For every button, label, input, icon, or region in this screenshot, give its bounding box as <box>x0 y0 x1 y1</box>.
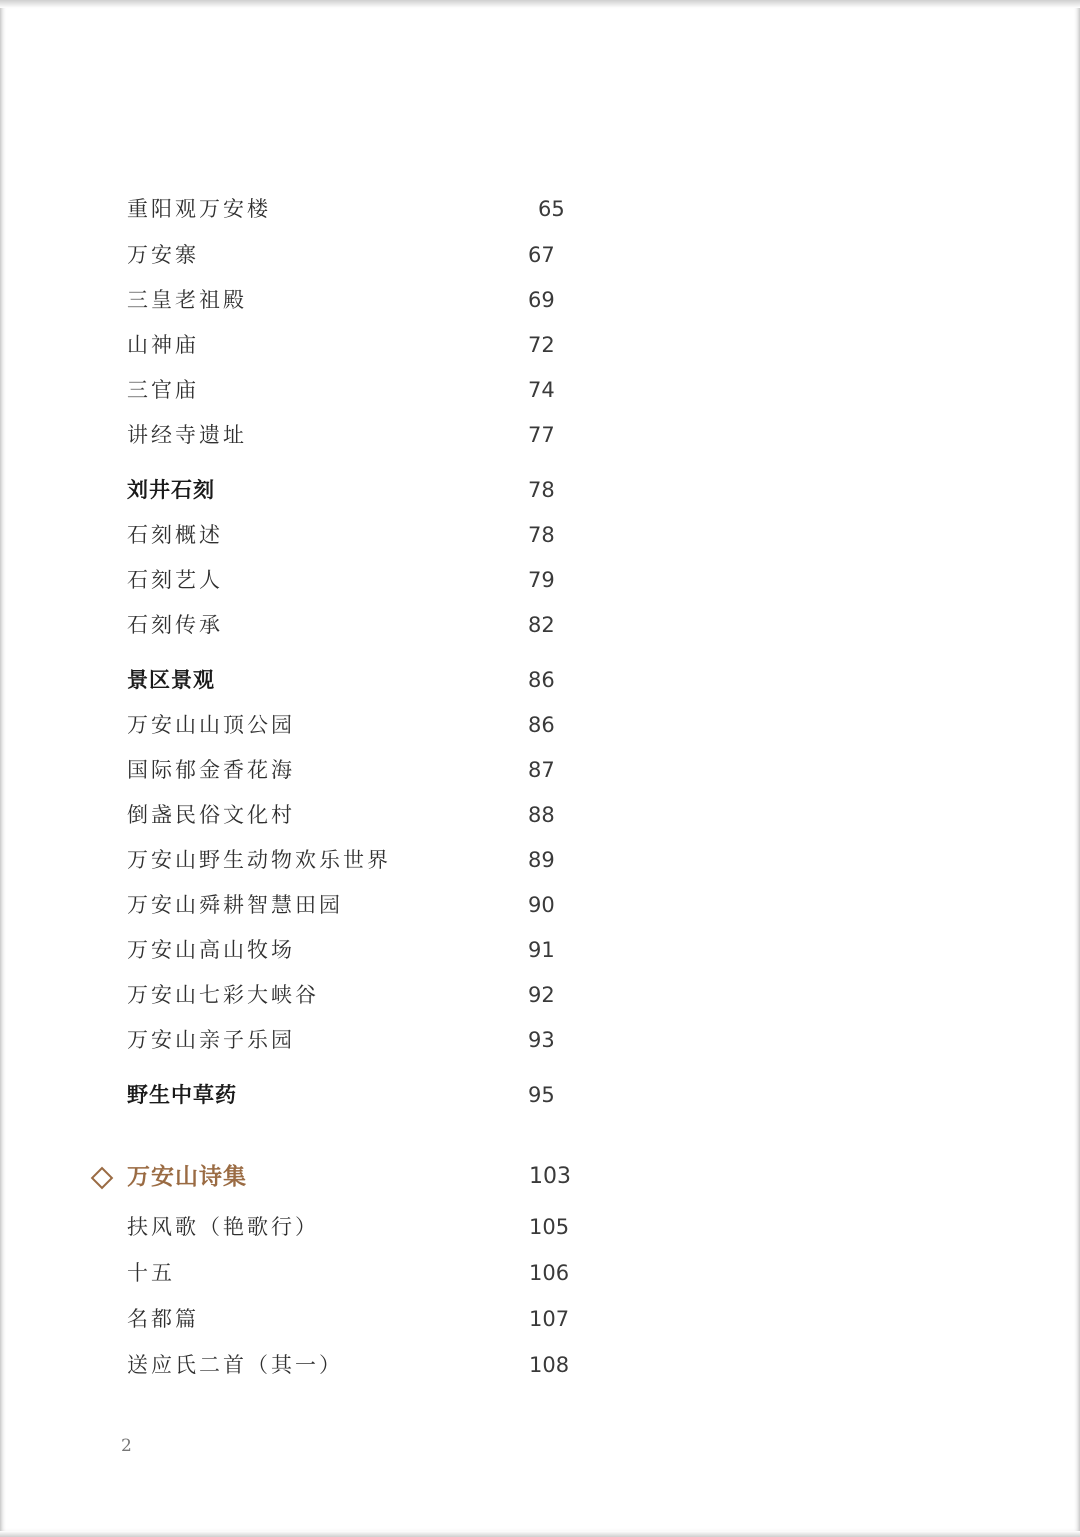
toc-entry-title: 名都篇 <box>127 1307 199 1331</box>
toc-entry <box>0 1020 1080 1060</box>
toc-entry-title: 万安山山顶公园 <box>127 713 295 737</box>
footer-page-number: 2 <box>121 1436 132 1456</box>
toc-entry <box>0 975 1080 1015</box>
toc-entry-page: 86 <box>528 713 555 737</box>
toc-entry-title: 万安山亲子乐园 <box>127 1028 295 1052</box>
toc-entry-title: 国际郁金香花海 <box>127 758 295 782</box>
toc-entry <box>0 189 1080 229</box>
toc-entry-page: 74 <box>528 378 555 402</box>
toc-entry-page: 77 <box>528 423 555 447</box>
toc-entry <box>0 1253 1080 1293</box>
toc-entry-page: 92 <box>528 983 555 1007</box>
toc-entry-page: 67 <box>528 243 555 267</box>
toc-entry-title: 送应氏二首（其一） <box>127 1353 343 1377</box>
toc-entry-title: 万安山舜耕智慧田园 <box>127 893 343 917</box>
toc-entry-title: 十五 <box>127 1261 175 1285</box>
toc-entry-page: 72 <box>528 333 555 357</box>
toc-section-title: 景区景观 <box>127 668 215 692</box>
toc-entry-title: 扶风歌（艳歌行） <box>127 1215 319 1239</box>
toc-entry-title: 万安寨 <box>127 243 199 267</box>
toc-entry <box>0 885 1080 925</box>
toc-entry <box>0 605 1080 645</box>
toc-section-heading <box>0 1075 1080 1115</box>
toc-section-heading <box>0 470 1080 510</box>
toc-entry-page: 95 <box>528 1083 555 1107</box>
toc-entry-page: 79 <box>528 568 555 592</box>
toc-entry <box>0 325 1080 365</box>
toc-entry-title: 石刻艺人 <box>127 568 223 592</box>
toc-entry-title: 石刻概述 <box>127 523 223 547</box>
toc-part-heading <box>0 1157 1080 1197</box>
toc-entry-page: 105 <box>529 1215 570 1239</box>
toc-entry <box>0 930 1080 970</box>
toc-entry-page: 78 <box>528 523 555 547</box>
page-top-edge <box>0 0 1080 8</box>
toc-entry <box>0 795 1080 835</box>
toc-entry-page: 107 <box>529 1307 570 1331</box>
toc-entry <box>0 560 1080 600</box>
diamond-outline-icon <box>91 1167 114 1190</box>
toc-entry-page: 106 <box>529 1261 570 1285</box>
toc-entry-title: 万安山高山牧场 <box>127 938 295 962</box>
toc-section-heading <box>0 660 1080 700</box>
toc-entry <box>0 1345 1080 1385</box>
toc-entry <box>0 370 1080 410</box>
toc-entry-title: 石刻传承 <box>127 613 223 637</box>
toc-entry-page: 82 <box>528 613 555 637</box>
toc-entry <box>0 415 1080 455</box>
toc-entry-title: 万安山七彩大峡谷 <box>127 983 319 1007</box>
toc-entry-title: 倒盏民俗文化村 <box>127 803 295 827</box>
toc-entry <box>0 1299 1080 1339</box>
toc-entry-page: 93 <box>528 1028 555 1052</box>
page-bottom-edge <box>0 1531 1080 1537</box>
toc-entry <box>0 515 1080 555</box>
toc-section-title: 刘井石刻 <box>127 478 215 502</box>
toc-entry <box>0 235 1080 275</box>
toc-entry-title: 山神庙 <box>127 333 199 357</box>
toc-entry <box>0 705 1080 745</box>
toc-entry-page: 90 <box>528 893 555 917</box>
toc-entry-page: 65 <box>538 197 565 221</box>
toc-entry <box>0 840 1080 880</box>
toc-entry-title: 三官庙 <box>127 378 199 402</box>
toc-entry-page: 87 <box>528 758 555 782</box>
toc-entry-page: 86 <box>528 668 555 692</box>
toc-part-title: 万安山诗集 <box>127 1164 247 1190</box>
toc-entry-page: 103 <box>529 1164 571 1189</box>
toc-entry-page: 89 <box>528 848 555 872</box>
toc-entry <box>0 750 1080 790</box>
toc-entry-page: 91 <box>528 938 555 962</box>
toc-entry-title: 三皇老祖殿 <box>127 288 247 312</box>
toc-entry-title: 重阳观万安楼 <box>127 197 271 221</box>
toc-entry-page: 108 <box>529 1353 570 1377</box>
toc-entry-page: 69 <box>528 288 555 312</box>
toc-section-title: 野生中草药 <box>127 1083 237 1107</box>
toc-entry-title: 万安山野生动物欢乐世界 <box>127 848 391 872</box>
toc-entry <box>0 280 1080 320</box>
toc-entry-title: 讲经寺遗址 <box>127 423 247 447</box>
toc-entry-page: 88 <box>528 803 555 827</box>
toc-entry <box>0 1207 1080 1247</box>
toc-entry-page: 78 <box>528 478 555 502</box>
